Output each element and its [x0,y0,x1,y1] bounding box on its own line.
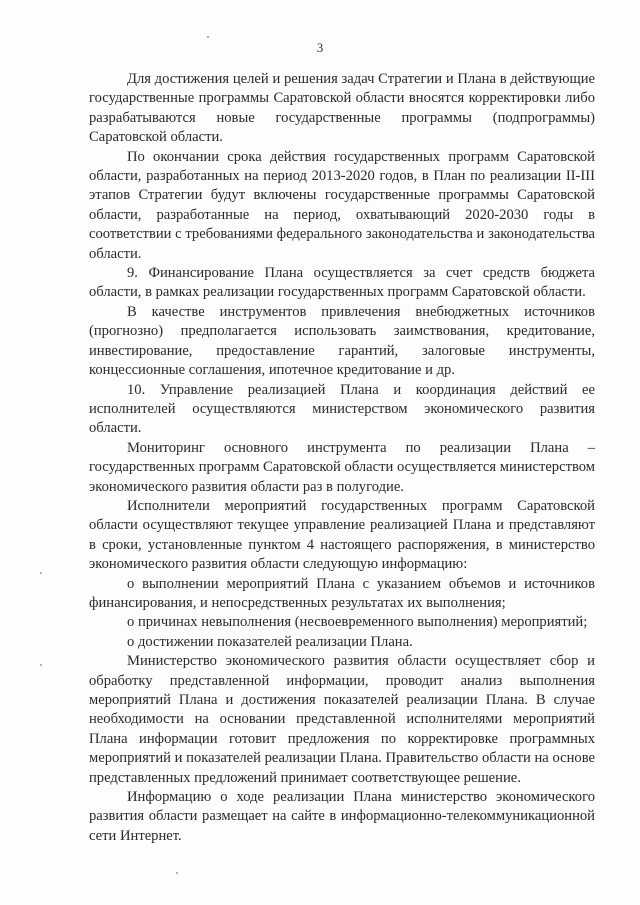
paragraph: Мониторинг основного инструмента по реализации Плана – государственных программ Саратовской области осуществляется министерством экономического развития области раз в полугодие. [89,439,595,495]
list-item: о выполнении мероприятий Плана с указанием объемов и источников финансирования, и непосредственных результатах их выполнения; [89,575,595,611]
scan-speck [207,36,209,38]
paragraph: По окончании срока действия государственных программ Саратовской области, разработанных на период 2013-2020 годов, в План по реализации II-III этапов Стратегии будут включены государственные программы Саратовской области, разработанные на период, охватывающий 2020-2030 годы в соответствии с требованиями федерального законодательства и законодательства области. [89,148,595,262]
scan-speck [40,572,42,574]
page-number: 3 [316,40,324,55]
paragraph: 10. Управление реализацией Плана и координация действий ее исполнителей осуществляются министерством экономического развития области. [89,381,595,437]
scan-speck [176,872,178,874]
paragraph: 9. Финансирование Плана осуществляется за счет средств бюджета области, в рамках реализации государственных программ Саратовской области. [89,265,595,301]
list-item: о причинах невыполнения (несвоевременного выполнения) мероприятий; [127,614,588,631]
scan-speck [40,664,42,666]
paragraph: Информацию о ходе реализации Плана министерство экономического развития области размещает на сайте в информационно-телекоммуникационной сети Интернет. [89,789,595,844]
paragraph: Министерство экономического развития области осуществляет сбор и обработку представленной информации, проводит анализ выполнения мероприятий Плана и достижения показателей реализации Плана. В случае необходимости на основании представленной исполнителями мероприятий Плана информации готовит предложения по корректировке программных мероприятий и показателей реализации Плана. Правительство области на основе представленных предложений принимает соответствующее решение. [89,653,595,786]
document-body [89,70,595,846]
paragraph: Исполнители мероприятий государственных программ Саратовской области осуществляют текущее управление реализацией Плана и представляют в сроки, установленные пунктом 4 настоящего распоряжения, в министерство экономического развития области следующую информацию: [89,497,595,573]
list-item: о достижении показателей реализации Плана. [127,633,413,650]
paragraph: В качестве инструментов привлечения внебюджетных источников (прогнозно) предполагается использовать заимствования, кредитование, инвестирование, предоставление гарантий, залоговые инструменты, концессионные соглашения, ипотечное кредитование и др. [89,303,595,379]
paragraph: Для достижения целей и решения задач Стратегии и Плана в действующие государственные программы Саратовской области вносятся корректировки либо разрабатываются новые государственные программы (подпрограммы) Саратовской области. [89,71,595,146]
